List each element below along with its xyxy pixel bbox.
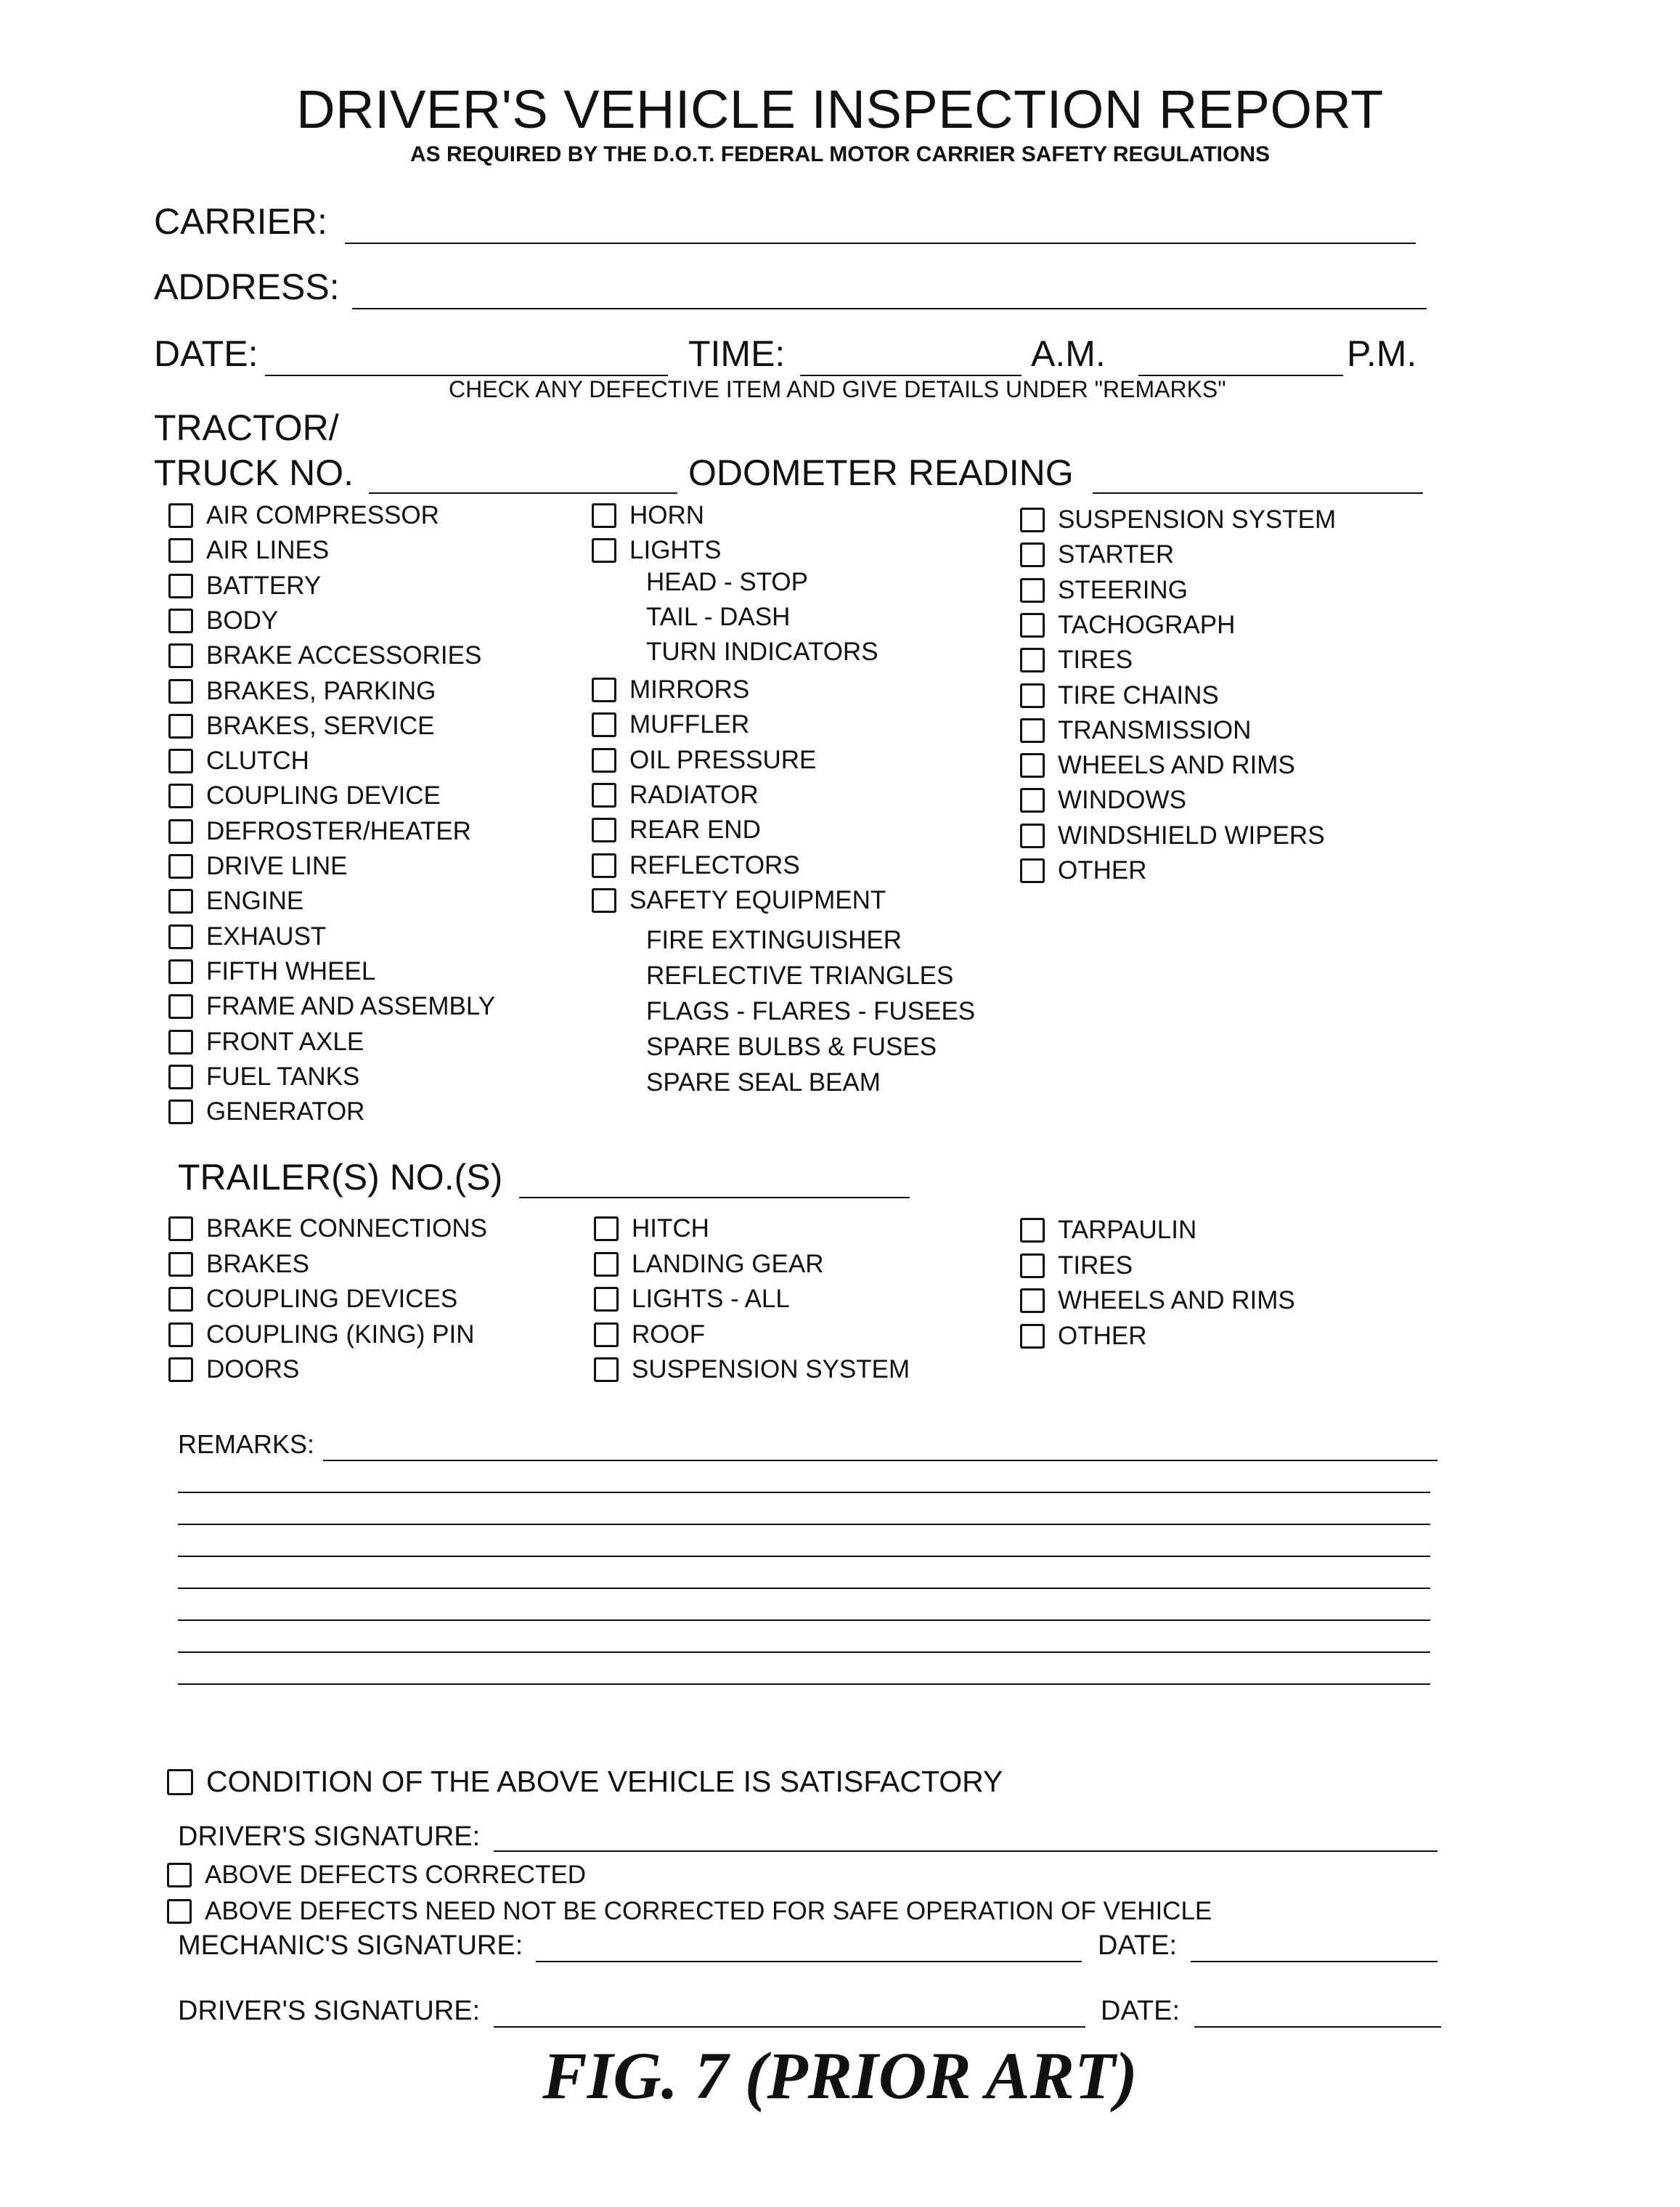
checklist-item-label: SUSPENSION SYSTEM <box>1058 505 1337 534</box>
checklist-item-coupling-devices[interactable] <box>168 1285 457 1314</box>
checklist-item-label: BRAKE ACCESSORIES <box>206 641 482 670</box>
checklist-item-steering[interactable] <box>1020 576 1188 605</box>
checklist-item-label: HORN <box>629 501 705 529</box>
checkbox[interactable] <box>1020 648 1045 672</box>
checkbox[interactable] <box>1020 613 1045 638</box>
checklist-item-label: TACHOGRAPH <box>1058 610 1236 639</box>
trailer-no-label: TRAILER(S) NO.(S) <box>178 1157 503 1198</box>
carrier-field[interactable] <box>345 243 1416 244</box>
checkbox[interactable] <box>1020 753 1045 778</box>
carrier-label: CARRIER: <box>154 201 327 242</box>
checklist-item-body[interactable] <box>168 606 278 635</box>
checklist-item-windows[interactable] <box>1020 786 1186 815</box>
checklist-item-label: FRONT AXLE <box>206 1027 364 1056</box>
checklist-item-rear-end[interactable] <box>592 816 761 845</box>
checklist-item-roof[interactable] <box>594 1320 705 1349</box>
checklist-item-fuel-tanks[interactable] <box>168 1062 359 1092</box>
remarks-line[interactable] <box>178 1683 1430 1685</box>
checkbox[interactable] <box>592 853 616 878</box>
address-field[interactable] <box>352 308 1427 309</box>
safety-sub-item: FLAGS - FLARES - FUSEES <box>646 997 976 1025</box>
checklist-item-label: TIRES <box>1058 646 1133 675</box>
checkbox[interactable] <box>168 679 193 704</box>
checkbox[interactable] <box>168 1322 193 1347</box>
checklist-item-windshield-wipers[interactable] <box>1020 821 1325 850</box>
mechanic-date-label: DATE: <box>1098 1930 1178 1961</box>
checklist-item-front-axle[interactable] <box>168 1028 364 1057</box>
remarks-line[interactable] <box>178 1556 1430 1557</box>
checklist-item-label: SAFETY EQUIPMENT <box>629 885 886 914</box>
checklist-item-label: FRAME AND ASSEMBLY <box>206 992 496 1021</box>
am-label: A.M. <box>1031 333 1106 374</box>
checklist-item-label: FIFTH WHEEL <box>206 956 376 985</box>
lights-sub-item: TAIL - DASH <box>646 603 791 631</box>
date-label: DATE: <box>154 333 258 374</box>
driver-signature-field[interactable] <box>494 1850 1438 1852</box>
checkbox[interactable] <box>1020 508 1045 532</box>
checkbox[interactable] <box>168 1030 193 1054</box>
checklist-item-air-compressor[interactable] <box>168 501 439 530</box>
remarks-line[interactable] <box>178 1492 1430 1493</box>
checklist-item-brake-connections[interactable] <box>168 1214 487 1243</box>
checkbox[interactable] <box>168 1287 193 1312</box>
checkbox[interactable] <box>1020 1288 1045 1313</box>
checkbox[interactable] <box>167 1769 193 1795</box>
checkbox[interactable] <box>1020 683 1045 708</box>
checklist-item-suspension-system[interactable] <box>594 1355 910 1384</box>
checklist-item-label: CLUTCH <box>206 747 309 776</box>
mechanic-date-field[interactable] <box>1191 1961 1438 1962</box>
satisfactory-label: CONDITION OF THE ABOVE VEHICLE IS SATISFACTORY <box>206 1765 1003 1798</box>
checklist-item-wheels-and-rims[interactable] <box>1020 751 1295 780</box>
checklist-item-label: MIRRORS <box>629 675 750 704</box>
checklist-item-coupling-device[interactable] <box>168 781 441 810</box>
safety-sub-item: REFLECTIVE TRIANGLES <box>646 962 954 990</box>
driver-signature-2-label: DRIVER'S SIGNATURE: <box>178 1996 481 2026</box>
checklist-item-brakes[interactable] <box>168 1250 309 1279</box>
checklist-item-doors[interactable] <box>168 1355 299 1384</box>
checklist-item-label: REFLECTORS <box>629 850 800 879</box>
checkbox[interactable] <box>592 678 616 702</box>
checklist-item-label: OTHER <box>1058 856 1147 885</box>
checklist-item-lights[interactable] <box>592 536 721 565</box>
checklist-item-air-lines[interactable] <box>168 536 329 565</box>
checkbox[interactable] <box>168 1216 193 1241</box>
checklist-item-drive-line[interactable] <box>168 852 348 881</box>
checkbox[interactable] <box>168 959 193 984</box>
address-label: ADDRESS: <box>154 267 340 307</box>
checklist-item-muffler[interactable] <box>592 710 749 739</box>
checklist-item-label: MUFFLER <box>629 710 750 739</box>
checklist-item-label: BRAKES, PARKING <box>206 676 436 705</box>
truck-no-field[interactable] <box>369 492 677 494</box>
checklist-item-radiator[interactable] <box>592 781 759 810</box>
checklist-item-mirrors[interactable] <box>592 675 749 704</box>
checkbox[interactable] <box>1020 718 1045 743</box>
checkbox[interactable] <box>594 1216 619 1241</box>
checklist-item-wheels-and-rims[interactable] <box>1020 1286 1295 1315</box>
driver-signature-label: DRIVER'S SIGNATURE: <box>178 1821 481 1852</box>
checkbox[interactable] <box>592 538 616 563</box>
checklist-item-transmission[interactable] <box>1020 716 1251 745</box>
checklist-item-label: ENGINE <box>206 887 304 916</box>
figure-caption: FIG. 7 (PRIOR ART) <box>542 2039 1138 2113</box>
defects-not-needed-item[interactable] <box>167 1897 1212 1926</box>
checkbox[interactable] <box>167 1863 192 1887</box>
checklist-item-label: COUPLING (KING) PIN <box>206 1320 475 1349</box>
safety-sub-item: FIRE EXTINGUISHER <box>646 926 902 954</box>
driver-date-field[interactable] <box>1194 2026 1441 2028</box>
defects-corrected-item[interactable] <box>167 1861 586 1890</box>
checklist-item-label: BRAKES, SERVICE <box>206 711 435 740</box>
checkbox[interactable] <box>592 712 616 737</box>
checklist-item-label: SUSPENSION SYSTEM <box>632 1355 910 1383</box>
checklist-item-tachograph[interactable] <box>1020 611 1235 640</box>
checklist-item-label: OIL PRESSURE <box>629 745 817 774</box>
checklist-item-label: HITCH <box>632 1214 709 1243</box>
checklist-item-tires[interactable] <box>1020 1251 1133 1280</box>
checklist-item-label: TIRES <box>1058 1251 1133 1280</box>
checklist-item-reflectors[interactable] <box>592 851 800 880</box>
checkbox[interactable] <box>1020 788 1045 813</box>
checklist-item-fifth-wheel[interactable] <box>168 957 375 986</box>
remarks-line[interactable] <box>178 1588 1430 1589</box>
checkbox[interactable] <box>592 503 616 528</box>
checklist-item-label: WHEELS AND RIMS <box>1058 1286 1295 1314</box>
checklist-item-horn[interactable] <box>592 501 704 530</box>
checkbox[interactable] <box>592 888 616 913</box>
checklist-item-label: COUPLING DEVICE <box>206 781 441 810</box>
checkbox[interactable] <box>168 574 193 598</box>
checklist-item-other[interactable] <box>1020 856 1147 885</box>
checklist-item-label: RADIATOR <box>629 780 759 809</box>
check-defects-note: CHECK ANY DEFECTIVE ITEM AND GIVE DETAILS UNDER "REMARKS" <box>449 376 1226 402</box>
checkbox[interactable] <box>168 854 193 879</box>
checkbox[interactable] <box>168 819 193 844</box>
defects-corrected-label: ABOVE DEFECTS CORRECTED <box>205 1861 587 1889</box>
checklist-item-label: AIR COMPRESSOR <box>206 501 439 529</box>
remarks-line[interactable] <box>323 1460 1438 1461</box>
trailer-no-field[interactable] <box>519 1197 910 1198</box>
checklist-item-label: BATTERY <box>206 571 322 600</box>
safety-sub-item: SPARE SEAL BEAM <box>646 1068 881 1097</box>
checklist-item-hitch[interactable] <box>594 1214 709 1243</box>
checklist-item-label: WINDOWS <box>1058 786 1186 815</box>
checklist-item-label: REAR END <box>629 816 761 845</box>
remarks-line[interactable] <box>178 1619 1430 1621</box>
checklist-item-tires[interactable] <box>1020 646 1133 675</box>
checklist-item-label: OTHER <box>1058 1321 1147 1350</box>
checkbox[interactable] <box>592 783 616 808</box>
mechanic-signature-label: MECHANIC'S SIGNATURE: <box>178 1930 523 1961</box>
odometer-field[interactable] <box>1093 492 1423 494</box>
checklist-item-safety-equipment[interactable] <box>592 886 886 915</box>
checklist-item-label: STARTER <box>1058 540 1175 569</box>
checkbox[interactable] <box>1020 824 1045 848</box>
checkbox[interactable] <box>1020 858 1045 883</box>
checklist-item-label: TIRE CHAINS <box>1058 680 1219 710</box>
checkbox[interactable] <box>1020 542 1045 567</box>
checkbox[interactable] <box>168 784 193 808</box>
checklist-item-other[interactable] <box>1020 1322 1147 1351</box>
checkbox[interactable] <box>168 609 193 633</box>
checkbox[interactable] <box>168 994 193 1019</box>
tractor-label: TRACTOR/ <box>154 407 339 448</box>
checklist-item-brake-accessories[interactable] <box>168 641 481 670</box>
remarks-line[interactable] <box>178 1651 1430 1653</box>
checklist-item-generator[interactable] <box>168 1097 364 1126</box>
checklist-item-lights-all[interactable] <box>594 1285 790 1314</box>
checklist-item-label: LANDING GEAR <box>632 1249 824 1278</box>
checkbox[interactable] <box>592 818 616 842</box>
checklist-item-exhaust[interactable] <box>168 922 326 951</box>
checklist-item-tire-chains[interactable] <box>1020 681 1219 710</box>
mechanic-signature-field[interactable] <box>536 1961 1082 1962</box>
checkbox[interactable] <box>168 538 193 563</box>
pm-label: P.M. <box>1347 333 1417 374</box>
checkbox[interactable] <box>1020 1253 1045 1278</box>
checklist-item-label: TARPAULIN <box>1058 1216 1197 1244</box>
page-subtitle: AS REQUIRED BY THE D.O.T. FEDERAL MOTOR CARRIER SAFETY REGULATIONS <box>410 142 1270 166</box>
time-label: TIME: <box>688 333 786 374</box>
checkbox[interactable] <box>168 1252 193 1277</box>
checklist-item-label: STEERING <box>1058 575 1188 604</box>
checklist-item-label: GENERATOR <box>206 1097 365 1126</box>
checkbox[interactable] <box>168 1357 193 1382</box>
checklist-item-starter[interactable] <box>1020 540 1174 569</box>
checklist-item-label: ROOF <box>632 1320 706 1349</box>
checklist-item-label: DEFROSTER/HEATER <box>206 816 471 845</box>
checkbox[interactable] <box>168 889 193 914</box>
checklist-item-label: LIGHTS <box>629 536 722 564</box>
odometer-label: ODOMETER READING <box>688 452 1074 493</box>
checkbox[interactable] <box>168 924 193 949</box>
checklist-item-label: BODY <box>206 606 279 635</box>
safety-sub-item: SPARE BULBS & FUSES <box>646 1033 937 1061</box>
checklist-item-label: FUEL TANKS <box>206 1062 360 1091</box>
checklist-item-label: BRAKES <box>206 1249 309 1278</box>
checklist-item-label: DRIVE LINE <box>206 852 348 880</box>
checklist-item-suspension-system[interactable] <box>1020 505 1336 535</box>
checkbox[interactable] <box>168 643 193 668</box>
remarks-line[interactable] <box>178 1524 1430 1525</box>
lights-sub-item: TURN INDICATORS <box>646 638 878 666</box>
defects-not-needed-label: ABOVE DEFECTS NEED NOT BE CORRECTED FOR SAFE OPERATION OF VEHICLE <box>205 1897 1212 1925</box>
checklist-item-brakes-parking[interactable] <box>168 677 436 706</box>
checkbox[interactable] <box>168 1065 193 1089</box>
driver-date-label: DATE: <box>1101 1996 1181 2026</box>
checkbox[interactable] <box>594 1357 619 1382</box>
checkbox[interactable] <box>168 1100 193 1124</box>
checklist-item-label: AIR LINES <box>206 536 330 565</box>
checklist-item-clutch[interactable] <box>168 747 309 776</box>
checklist-item-tarpaulin[interactable] <box>1020 1216 1196 1245</box>
truck-no-label: TRUCK NO. <box>154 452 354 493</box>
checkbox[interactable] <box>167 1899 192 1924</box>
checklist-item-label: EXHAUST <box>206 922 327 951</box>
checklist-item-label: BRAKE CONNECTIONS <box>206 1214 487 1243</box>
checklist-item-label: DOORS <box>206 1355 300 1383</box>
checklist-item-label: WHEELS AND RIMS <box>1058 751 1295 780</box>
checklist-item-oil-pressure[interactable] <box>592 746 816 775</box>
checklist-item-battery[interactable] <box>168 572 321 601</box>
checklist-item-defroster-heater[interactable] <box>168 817 471 846</box>
checkbox[interactable] <box>594 1252 619 1277</box>
checkbox[interactable] <box>1020 578 1045 603</box>
checklist-item-engine[interactable] <box>168 887 303 916</box>
checklist-item-brakes-service[interactable] <box>168 712 434 741</box>
driver-signature-2-field[interactable] <box>494 2026 1085 2028</box>
checkbox[interactable] <box>592 748 616 773</box>
checkbox[interactable] <box>594 1287 619 1312</box>
remarks-label: REMARKS: <box>178 1429 315 1459</box>
satisfactory-checkbox-item[interactable] <box>167 1765 1003 1799</box>
checklist-item-label: TRANSMISSION <box>1058 715 1252 744</box>
checkbox[interactable] <box>168 749 193 773</box>
checklist-item-coupling-king-pin[interactable] <box>168 1320 474 1349</box>
checkbox[interactable] <box>1020 1218 1045 1243</box>
checkbox[interactable] <box>1020 1324 1045 1349</box>
lights-sub-item: HEAD - STOP <box>646 568 809 596</box>
checklist-item-landing-gear[interactable] <box>594 1250 824 1279</box>
checkbox[interactable] <box>594 1322 619 1347</box>
checklist-item-label: COUPLING DEVICES <box>206 1285 458 1313</box>
page-title: DRIVER'S VEHICLE INSPECTION REPORT <box>296 79 1384 139</box>
checklist-item-frame-and-assembly[interactable] <box>168 992 495 1021</box>
checkbox[interactable] <box>168 503 193 528</box>
checklist-item-label: WINDSHIELD WIPERS <box>1058 821 1325 850</box>
checkbox[interactable] <box>168 714 193 739</box>
checklist-item-label: LIGHTS - ALL <box>632 1285 790 1313</box>
